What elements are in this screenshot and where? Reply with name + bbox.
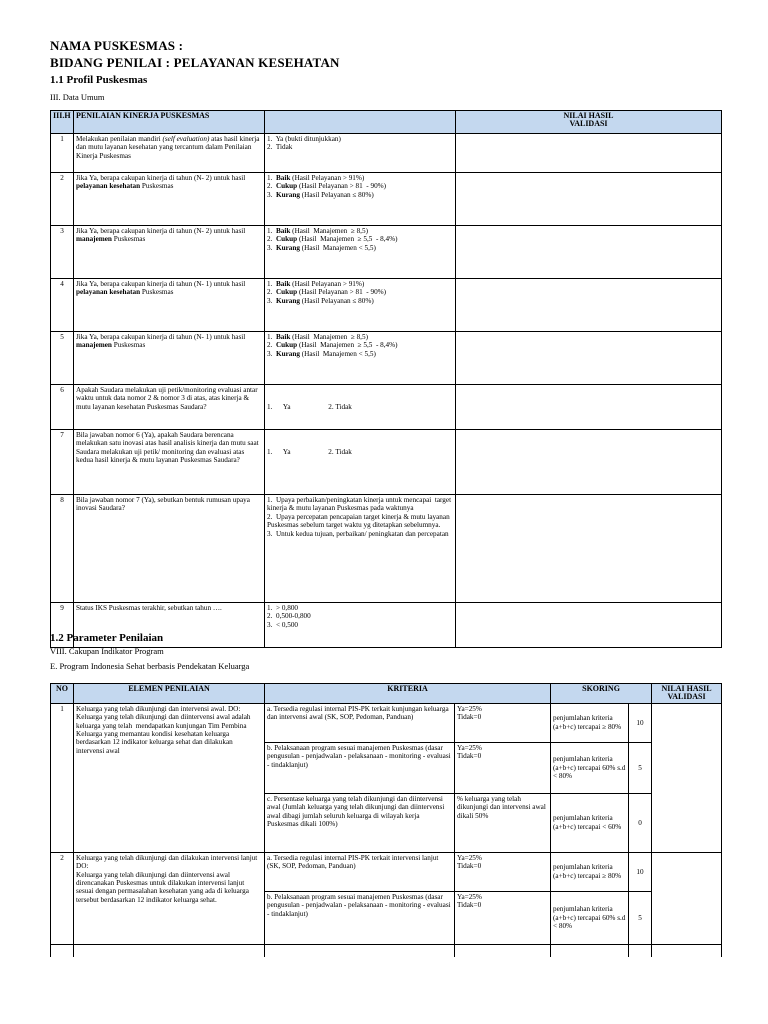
nilai-validasi-cell[interactable] — [652, 703, 722, 852]
header-cell-elemen: ELEMEN PENILAIAN — [74, 684, 265, 704]
profil-row — [51, 495, 722, 603]
empty-cell — [51, 944, 74, 957]
header-cell-nilai: NILAI HASIL VALIDASI — [652, 684, 722, 704]
nilai-validasi-cell[interactable] — [456, 430, 722, 495]
row-number: 4 — [51, 279, 74, 332]
empty-cell — [629, 944, 652, 957]
empty-cell — [74, 944, 265, 957]
question-text: Jika Ya, berapa cakupan kinerja di tahun (N- 1) untuk hasil pelayanan kesehatan Puskesmas — [74, 279, 265, 332]
kriteria-row — [51, 703, 722, 742]
question-text: Status IKS Puskesmas terakhir, sebutkan tahun …. — [74, 603, 265, 648]
skoring-text: penjumlahan kriteria (a+b+c) tercapai 60% s.d < 80% — [551, 742, 629, 793]
question-text: Jika Ya, berapa cakupan kinerja di tahun (N- 2) untuk hasil manajemen Puskesmas — [74, 226, 265, 279]
empty-cell — [265, 944, 455, 957]
answer-options: 1. Upaya perbaikan/peningkatan kinerja untuk mencapai target kinerja & mutu layanan Puskesmas pada waktunya 2. Upaya percepatan pencapaian target kinerja & mutu layanan Puskesmas sebelum target waktu yg ditetapkan sebelumnya. 3. Untuk kedua tujuan, perbaikan/ peningkatan dan percepatan — [265, 495, 456, 603]
kriteria-text: b. Pelaksanaan program sesuai manajemen Puskesmas (dasar pengusulan - penjadwalan - pelaksanaan - monitoring - evaluasi - tindaklanjut) — [265, 742, 455, 793]
skoring-text: penjumlahan kriteria (a+b+c) tercapai ≥ 80% — [551, 852, 629, 891]
kriteria-bobot: Ya=25% Tidak=0 — [455, 891, 551, 944]
profil-row — [51, 134, 722, 173]
nilai-validasi-cell[interactable] — [456, 385, 722, 430]
profil-row — [51, 279, 722, 332]
skoring-value: 10 — [629, 703, 652, 742]
answer-options: 1. Baik (Hasil Manajemen ≥ 8,5) 2. Cukup (Hasil Manajemen ≥ 5,5 - 8,4%) 3. Kurang (Hasil Manajemen < 5,5) — [265, 332, 456, 385]
answer-options: 1. Ya (bukti ditunjukkan) 2. Tidak — [265, 134, 456, 173]
profil-row — [51, 430, 722, 495]
kriteria-text: b. Pelaksanaan program sesuai manajemen Puskesmas (dasar pengusulan - penjadwalan - pelaksanaan - monitoring - evaluasi - tindaklanjut) — [265, 891, 455, 944]
row-number: 2 — [51, 852, 74, 944]
kriteria-bobot: Ya=25% Tidak=0 — [455, 852, 551, 891]
puskesmas-name-title: NAMA PUSKESMAS : — [50, 38, 184, 53]
row-number: 1 — [51, 703, 74, 852]
header-cell-nilai: NILAI HASIL VALIDASI — [456, 111, 722, 134]
answer-options: 1. Ya 2. Tidak — [265, 430, 456, 495]
header-cell-kriteria: KRITERIA — [265, 684, 551, 704]
row-number: 2 — [51, 173, 74, 226]
profil-row — [51, 226, 722, 279]
profil-row — [51, 332, 722, 385]
nilai-validasi-cell[interactable] — [456, 279, 722, 332]
kriteria-bobot: Ya=25% Tidak=0 — [455, 703, 551, 742]
row-number: 6 — [51, 385, 74, 430]
bidang-penilai-title: BIDANG PENILAI : PELAYANAN KESEHATAN — [50, 55, 340, 70]
section-parameter-title: 1.2 Parameter Penilaian — [50, 632, 164, 644]
kriteria-text: a. Tersedia regulasi internal PIS-PK terkait kunjungan keluarga dan intervensi awal (SK, SOP, Pedoman, Panduan) — [265, 703, 455, 742]
answer-options: 1. Baik (Hasil Manajemen ≥ 8,5) 2. Cukup (Hasil Manajemen ≥ 5,5 - 8,4%) 3. Kurang (Hasil Manajemen < 5,5) — [265, 226, 456, 279]
section-parameter-subtitle-2: E. Program Indonesia Sehat berbasis Pendekatan Keluarga — [50, 661, 250, 671]
skoring-value: 5 — [629, 742, 652, 793]
kriteria-row — [51, 852, 722, 891]
answer-options: 1. > 0,800 2. 0,500-0,800 3. < 0,500 — [265, 603, 456, 648]
continuation-row — [51, 944, 722, 957]
nilai-validasi-cell[interactable] — [456, 603, 722, 648]
empty-cell — [551, 944, 629, 957]
kriteria-text: c. Persentase keluarga yang telah dikunjungi dan diintervensi awal (Jumlah keluarga yang telah dikunjungi dan diintervensi awal dibagi jumlah seluruh keluarga di wilayah kerja Puskesmas dikali 100%) — [265, 793, 455, 852]
row-number: 3 — [51, 226, 74, 279]
question-text: Melakukan penilaian mandiri (self evaluation) atas hasil kinerja dan mutu layanan kesehatan yang tercantum dalam Penilaian Kinerja Puskesmas — [74, 134, 265, 173]
kriteria-text: a. Tersedia regulasi internal PIS-PK terkait intervensi lanjut (SK, SOP, Pedoman, Panduan) — [265, 852, 455, 891]
parameter-table-header — [51, 684, 722, 704]
answer-options: 1. Baik (Hasil Pelayanan > 91%) 2. Cukup (Hasil Pelayanan > 81 - 90%) 3. Kurang (Hasil Pelayanan ≤ 80%) — [265, 173, 456, 226]
header-cell-no: III.H — [51, 111, 74, 134]
nilai-validasi-cell[interactable] — [456, 134, 722, 173]
section-profil-title: 1.1 Profil Puskesmas — [50, 74, 148, 86]
nilai-validasi-cell[interactable] — [652, 852, 722, 944]
header-cell-skoring: SKORING — [551, 684, 652, 704]
empty-cell — [455, 944, 551, 957]
skoring-value: 0 — [629, 793, 652, 852]
elemen-penilaian-text: Keluarga yang telah dikunjungi dan intervensi awal. DO: Keluarga yang telah dikunjungi dan diintervensi awal adalah keluarga yang telah mendapatkan kunjungan Tim Pembina Keluarga yang memantau kondisi kesehatan keluarga berdasarkan 12 indikator keluarga sehat dan dilakukan intervensi awal — [74, 703, 265, 852]
row-number: 8 — [51, 495, 74, 603]
nilai-validasi-cell[interactable] — [456, 495, 722, 603]
kriteria-bobot: % keluarga yang telah dikunjungi dan intervensi awal dikali 50% — [455, 793, 551, 852]
answer-options: 1. Ya 2. Tidak — [265, 385, 456, 430]
question-text: Bila jawaban nomor 7 (Ya), sebutkan bentuk rumusan upaya inovasi Saudara? — [74, 495, 265, 603]
question-text: Bila jawaban nomor 6 (Ya), apakah Saudara berencana melakukan satu inovasi atas hasil analisis kinerja dan mutu saat Saudara melakukan uji petik/ monitoring dan evaluasi atas kedua hasil kinerja & mutu layanan Puskesmas Saudara? — [74, 430, 265, 495]
skoring-value: 5 — [629, 891, 652, 944]
section-profil-subtitle: III. Data Umum — [50, 92, 105, 102]
header-cell-no: NO — [51, 684, 74, 704]
profil-table — [50, 110, 722, 648]
header-cell-blank — [265, 111, 456, 134]
skoring-text: penjumlahan kriteria (a+b+c) tercapai < 60% — [551, 793, 629, 852]
profil-table-header — [51, 111, 722, 134]
skoring-text: penjumlahan kriteria (a+b+c) tercapai 60% s.d < 80% — [551, 891, 629, 944]
row-number: 7 — [51, 430, 74, 495]
profil-row — [51, 173, 722, 226]
elemen-penilaian-text: Keluarga yang telah dikunjungi dan dilakukan intervensi lanjut DO: Keluarga yang telah dikunjungi dan diintervensi awal direncanakan Puskesmas untuk dilakukan intervensi lanjut sesuai dengan permasalahan kesehatan yang ada di keluarga tersebut berdasarkan 12 indikator keluarga sehat. — [74, 852, 265, 944]
kriteria-bobot: Ya=25% Tidak=0 — [455, 742, 551, 793]
row-number: 9 — [51, 603, 74, 648]
answer-options: 1. Baik (Hasil Pelayanan > 91%) 2. Cukup (Hasil Pelayanan > 81 - 90%) 3. Kurang (Hasil Pelayanan ≤ 80%) — [265, 279, 456, 332]
row-number: 5 — [51, 332, 74, 385]
skoring-text: penjumlahan kriteria (a+b+c) tercapai ≥ 80% — [551, 703, 629, 742]
skoring-value: 10 — [629, 852, 652, 891]
parameter-table — [50, 683, 722, 957]
empty-cell — [652, 944, 722, 957]
nilai-validasi-cell[interactable] — [456, 332, 722, 385]
question-text: Apakah Saudara melakukan uji petik/monitoring evaluasi antar waktu untuk data nomor 2 & nomor 3 di atas, atas kinerja & mutu layanan kesehatan Puskesmas Saudara? — [74, 385, 265, 430]
question-text: Jika Ya, berapa cakupan kinerja di tahun (N- 2) untuk hasil pelayanan kesehatan Puskesmas — [74, 173, 265, 226]
nilai-validasi-cell[interactable] — [456, 226, 722, 279]
question-text: Jika Ya, berapa cakupan kinerja di tahun (N- 1) untuk hasil manajemen Puskesmas — [74, 332, 265, 385]
nilai-validasi-cell[interactable] — [456, 173, 722, 226]
row-number: 1 — [51, 134, 74, 173]
section-parameter-subtitle-1: VIII. Cakupan Indikator Program — [50, 646, 164, 656]
header-cell-penilaian: PENILAIAN KINERJA PUSKESMAS — [74, 111, 265, 134]
profil-row — [51, 385, 722, 430]
